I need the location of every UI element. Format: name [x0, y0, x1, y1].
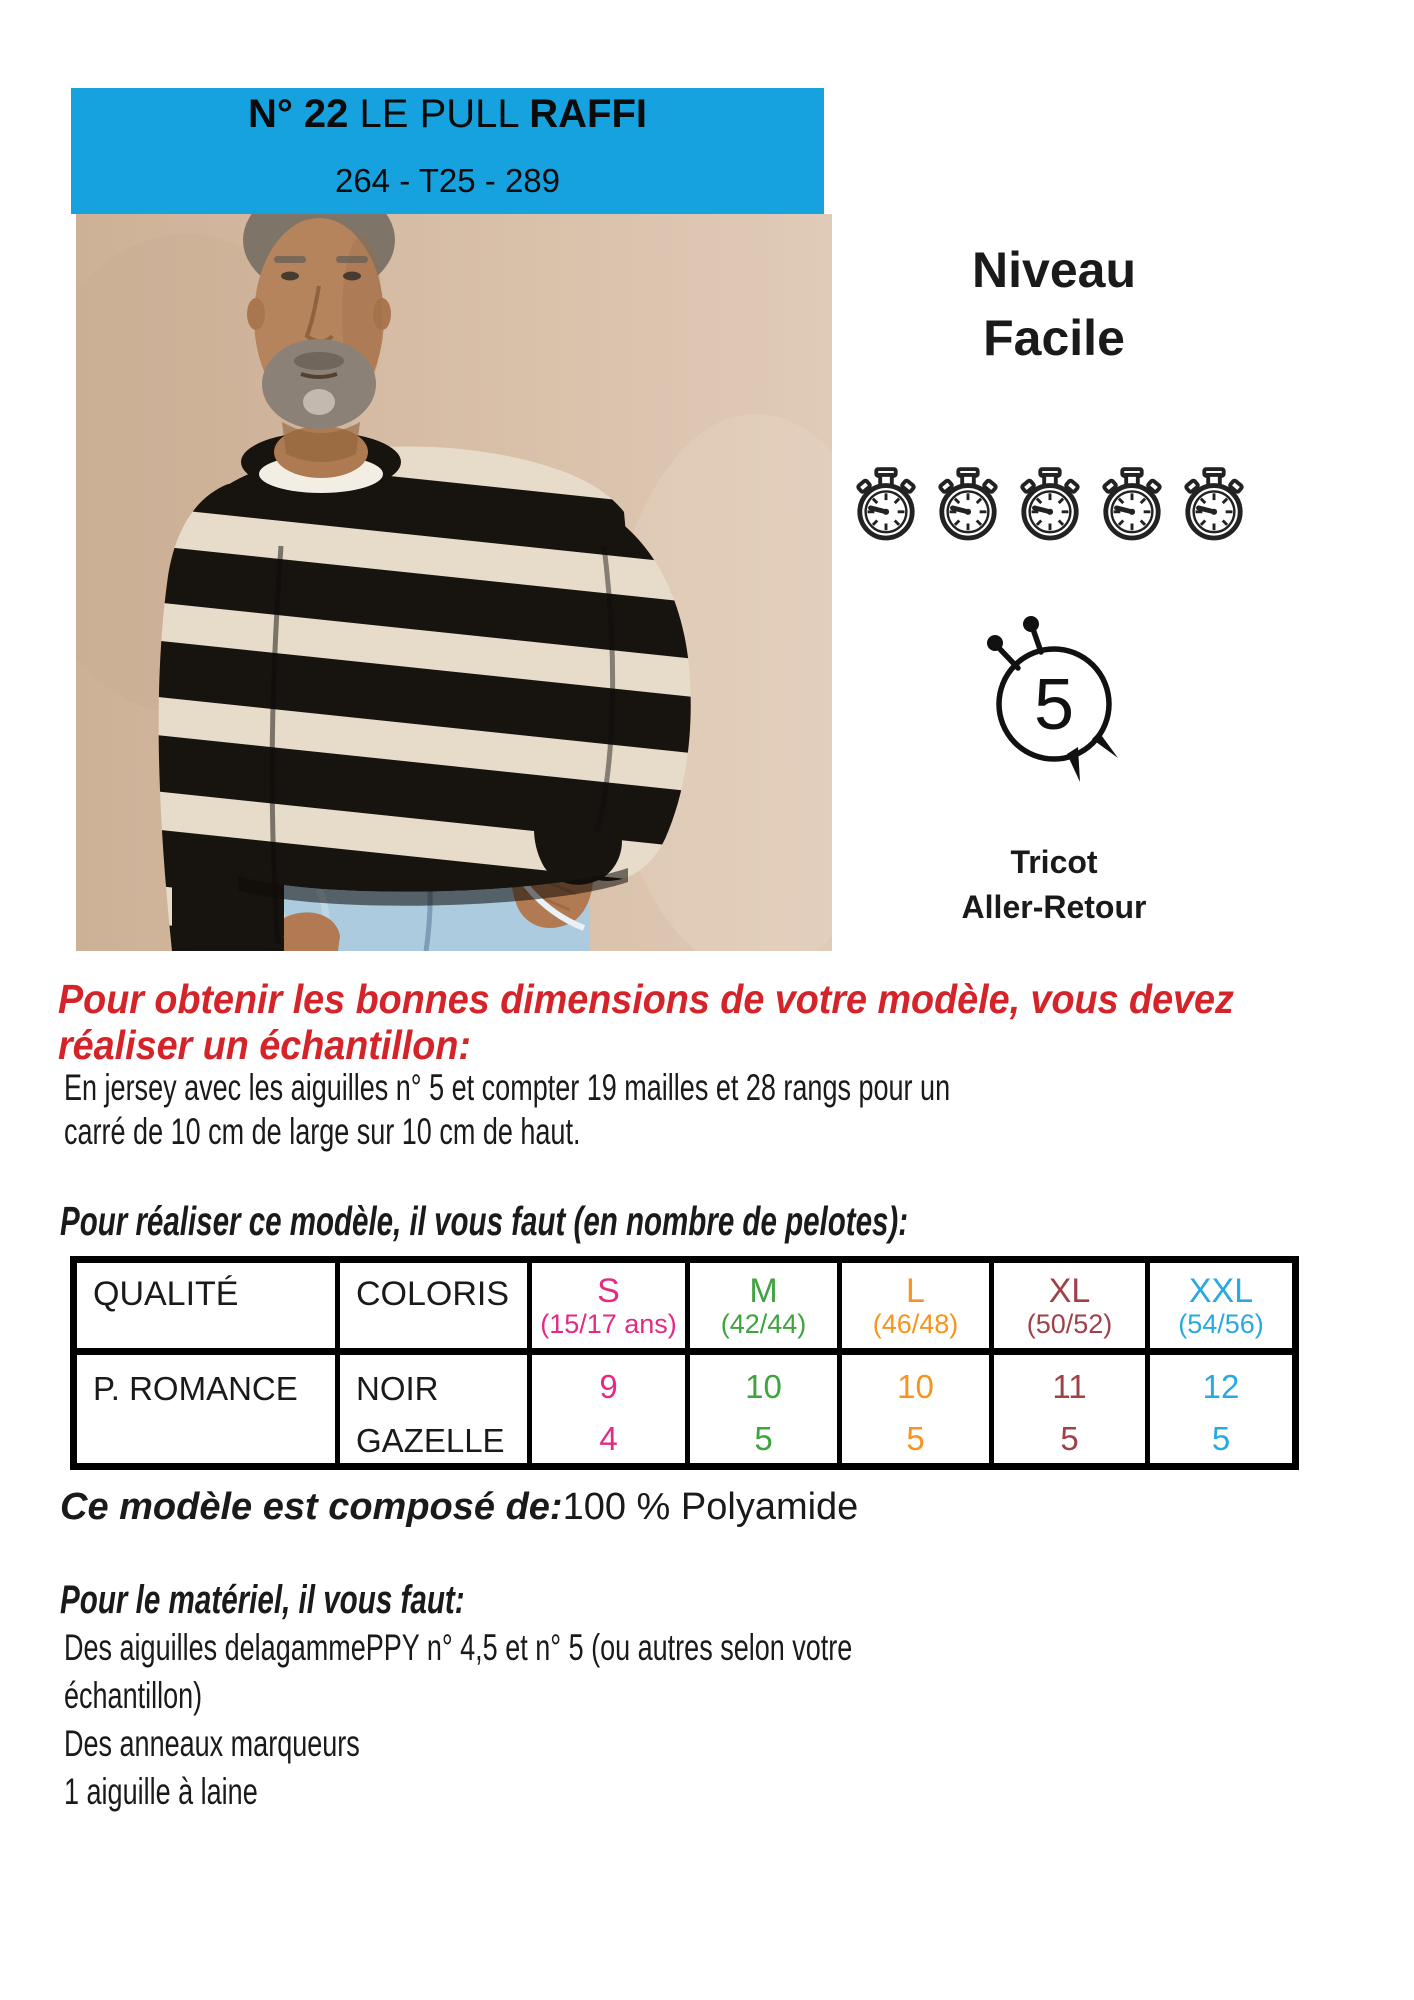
table-header-row [74, 1260, 1296, 1352]
size-label: M [749, 1272, 778, 1310]
noir-count: 10 [745, 1368, 782, 1405]
col-header-size-s [530, 1260, 688, 1352]
pattern-title [71, 92, 824, 136]
stopwatch-icon [853, 466, 919, 544]
cell-counts-m [688, 1352, 840, 1467]
col-header-size-xl [992, 1260, 1148, 1352]
size-sublabel: (50/52) [1026, 1309, 1113, 1339]
technique-label [884, 840, 1224, 930]
model-photo [76, 214, 832, 951]
coloris-gazelle: GAZELLE [356, 1422, 505, 1459]
pattern-title-mid: LE PULL [348, 92, 530, 136]
gauge-instructions-line1: En jersey avec les aiguilles n° 5 et compter 19 mailles et 28 rangs pour un [64, 1067, 951, 1108]
cell-coloris [338, 1352, 530, 1467]
gazelle-count: 4 [599, 1420, 618, 1457]
composition-label: Ce modèle est composé de: [60, 1486, 563, 1528]
size-sublabel: (54/56) [1178, 1309, 1264, 1339]
materials-table-heading: Pour réaliser ce modèle, il vous faut (en nombre de pelotes): [60, 1198, 909, 1244]
col-header-size-l [840, 1260, 992, 1352]
gauge-instructions [64, 1066, 950, 1154]
gauge-heading [58, 976, 1234, 1068]
cell-quality [74, 1352, 338, 1467]
size-label: XXL [1188, 1272, 1254, 1310]
pattern-number: N° 22 [247, 92, 349, 136]
gazelle-count: 5 [1211, 1420, 1231, 1457]
col-header-quality: QUALITÉ [74, 1260, 338, 1352]
stopwatch-icon [1099, 466, 1165, 544]
composition-line [60, 1486, 858, 1529]
stopwatch-icon [935, 466, 1001, 544]
noir-count: 10 [897, 1368, 934, 1405]
size-label: XL [1048, 1272, 1091, 1310]
materiel-item: 1 aiguille à laine [64, 1771, 258, 1812]
technique-line2: Aller-Retour [961, 889, 1147, 925]
noir-count: 9 [599, 1368, 618, 1405]
col-header-size-xxl [1148, 1260, 1296, 1352]
materiel-item: échantillon) [64, 1675, 203, 1716]
coloris-noir: NOIR [356, 1370, 439, 1407]
gauge-heading-line2: réaliser un échantillon: [58, 1022, 471, 1068]
cell-counts-xl [992, 1352, 1148, 1467]
cell-counts-xxl [1148, 1352, 1296, 1467]
col-header-coloris: COLORIS [338, 1260, 530, 1352]
size-label: S [597, 1272, 620, 1310]
pattern-header-banner [71, 88, 824, 214]
gauge-heading-line1: Pour obtenir les bonnes dimensions de votre modèle, vous devez [58, 976, 1234, 1022]
materiel-heading: Pour le matériel, il vous faut: [60, 1578, 465, 1622]
size-sublabel: (42/44) [720, 1309, 807, 1339]
gazelle-count: 5 [1060, 1420, 1079, 1457]
stopwatch-icon [1181, 466, 1247, 544]
materials-table [70, 1256, 1299, 1470]
noir-count: 11 [1052, 1368, 1087, 1405]
time-rating [853, 466, 1247, 544]
noir-count: 12 [1202, 1368, 1240, 1405]
difficulty-level [884, 236, 1224, 372]
col-header-size-m [688, 1260, 840, 1352]
gauge-instructions-line2: carré de 10 cm de large sur 10 cm de haut. [64, 1111, 581, 1152]
pattern-reference: 264 - T25 - 289 [334, 162, 561, 199]
gazelle-count: 5 [906, 1420, 925, 1457]
gazelle-count: 5 [754, 1420, 773, 1457]
stopwatch-icon [1017, 466, 1083, 544]
model-photo-illustration [76, 214, 832, 951]
needle-size-number: 5 [1033, 665, 1075, 745]
quality-value: P. ROMANCE [93, 1370, 298, 1407]
size-label: L [906, 1272, 925, 1310]
size-sublabel: (46/48) [872, 1309, 959, 1339]
materiel-item: Des aiguilles delagammePPY n° 4,5 et n° 5 (ou autres selon votre [64, 1627, 853, 1668]
difficulty-level-line1: Niveau [972, 242, 1136, 298]
cell-counts-l [840, 1352, 992, 1467]
size-sublabel: (15/17 ans) [540, 1309, 677, 1339]
materiel-item: Des anneaux marqueurs [64, 1723, 360, 1764]
technique-line1: Tricot [1010, 844, 1098, 880]
needle-size-icon [962, 606, 1147, 796]
needle-size-badge-svg [962, 606, 1147, 791]
cell-counts-s [530, 1352, 688, 1467]
materiel-list [64, 1624, 852, 1816]
composition-value: 100 % Polyamide [562, 1486, 859, 1528]
table-body-row [74, 1352, 1296, 1467]
pattern-name: RAFFI [529, 92, 648, 136]
difficulty-level-line2: Facile [983, 310, 1125, 366]
